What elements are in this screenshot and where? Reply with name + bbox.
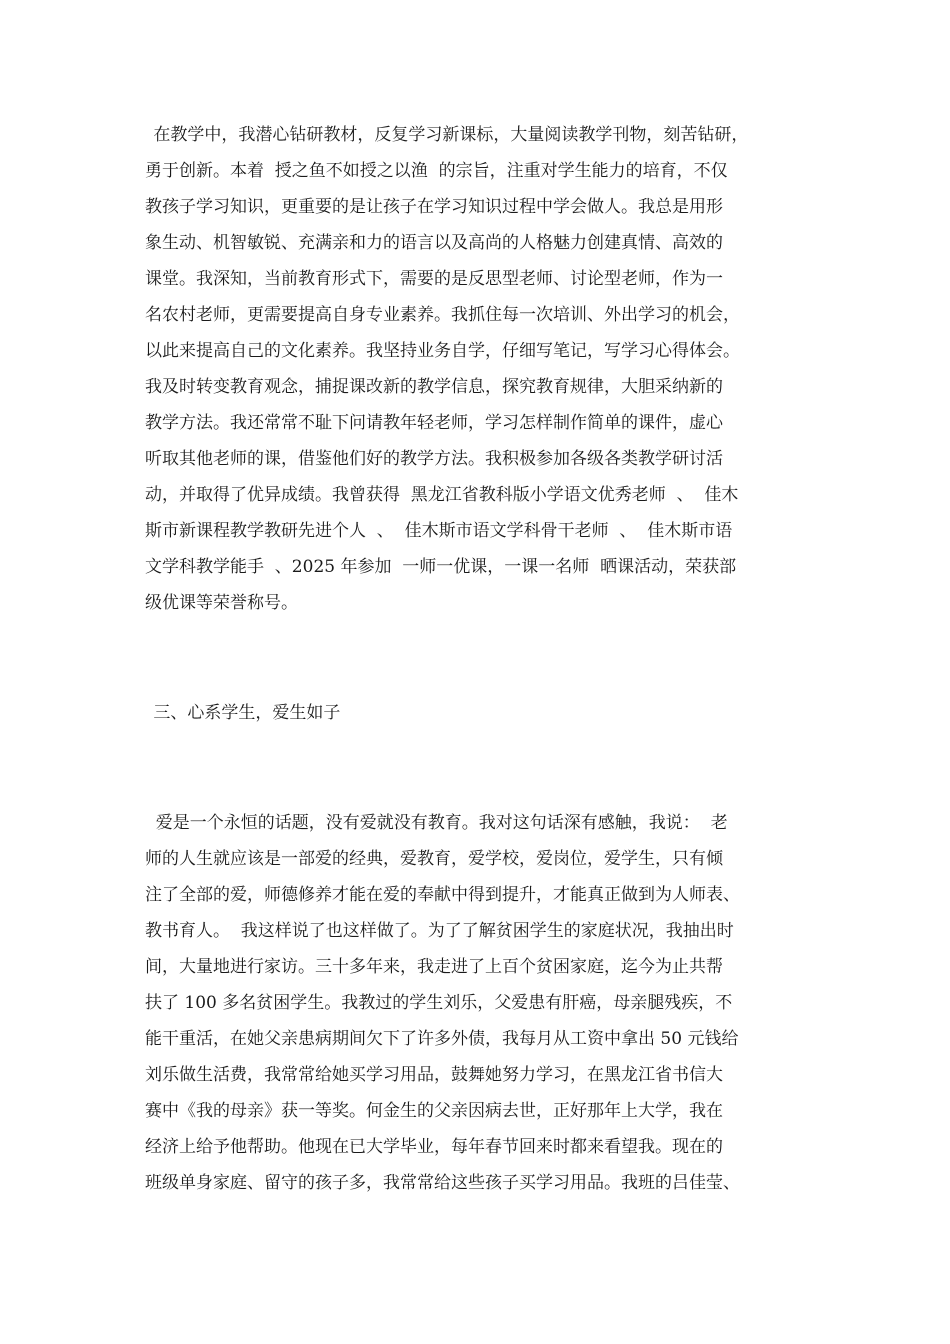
text-line: 能干重活，在她父亲患病期间欠下了许多外债，我每月从工资中拿出 50 元钱给 [145, 1029, 739, 1049]
text-line: 斯市新课程教学教研先进个人 、 佳木斯市语文学科骨干老师 、 佳木斯市语 [145, 521, 733, 541]
text-line: 经济上给予他帮助。他现在已大学毕业，每年春节回来时都来看望我。现在的 [145, 1137, 723, 1157]
text-line: 我及时转变教育观念，捕捉课改新的教学信息，探究教育规律，大胆采纳新的 [145, 377, 723, 397]
text-line: 教学方法。我还常常不耻下问请教年轻老师，学习怎样制作简单的课件，虚心 [145, 413, 723, 433]
text-line: 扶了 100 多名贫困学生。我教过的学生刘乐，父爱患有肝癌，母亲腿残疾，不 [145, 993, 733, 1013]
text-line: 注了全部的爱，师德修养才能在爱的奉献中得到提升，才能真正做到为人师表、 [145, 885, 740, 905]
text-line: 动，并取得了优异成绩。我曾获得 黑龙江省教科版小学语文优秀老师 、 佳木 [145, 485, 739, 505]
text-line: 名农村老师，更需要提高自身专业素养。我抓住每一次培训、外出学习的机会， [145, 305, 740, 325]
text-line: 以此来提高自己的文化素养。我坚持业务自学，仔细写笔记，写学习心得体会。 [145, 341, 740, 361]
text-line: 赛中《我的母亲》获一等奖。何金生的父亲因病去世，正好那年上大学，我在 [145, 1101, 723, 1121]
text-line: 班级单身家庭、留守的孩子多，我常常给这些孩子买学习用品。我班的吕佳莹、 [145, 1173, 740, 1193]
text-line: 听取其他老师的课，借鉴他们好的教学方法。我积极参加各级各类教学研讨活 [145, 449, 723, 469]
text-line: 教书育人。 我这样说了也这样做了。为了了解贫困学生的家庭状况，我抽出时 [145, 921, 734, 941]
text-line: 教孩子学习知识，更重要的是让孩子在学习知识过程中学会做人。我总是用形 [145, 197, 723, 217]
text-line: 象生动、机智敏锐、充满亲和力的语言以及高尚的人格魅力创建真情、高效的 [145, 233, 723, 253]
text-line: 勇于创新。本着 授之鱼不如授之以渔 的宗旨，注重对学生能力的培育，不仅 [145, 161, 728, 181]
text-line: 级优课等荣誉称号。 [145, 593, 298, 613]
text-line: 爱是一个永恒的话题，没有爱就没有教育。我对这句话深有感触，我说： 老 [145, 813, 728, 833]
text-line: 在教学中，我潜心钻研教材，反复学习新课标，大量阅读教学刊物，刻苦钻研， [148, 125, 749, 145]
text-line: 课堂。我深知，当前教育形式下，需要的是反思型老师、讨论型老师，作为一 [145, 269, 723, 289]
text-line: 文学科教学能手 、2025 年参加 一师一优课，一课一名师 晒课活动，荣获部 [145, 557, 737, 577]
text-line: 刘乐做生活费，我常常给她买学习用品，鼓舞她努力学习，在黑龙江省书信大 [145, 1065, 723, 1085]
text-line: 间，大量地进行家访。三十多年来，我走进了上百个贫困家庭，迄今为止共帮 [145, 957, 723, 977]
section-heading: 三、心系学生，爱生如子 [148, 703, 341, 723]
text-line: 师的人生就应该是一部爱的经典，爱教育，爱学校，爱岗位，爱学生，只有倾 [145, 849, 723, 869]
